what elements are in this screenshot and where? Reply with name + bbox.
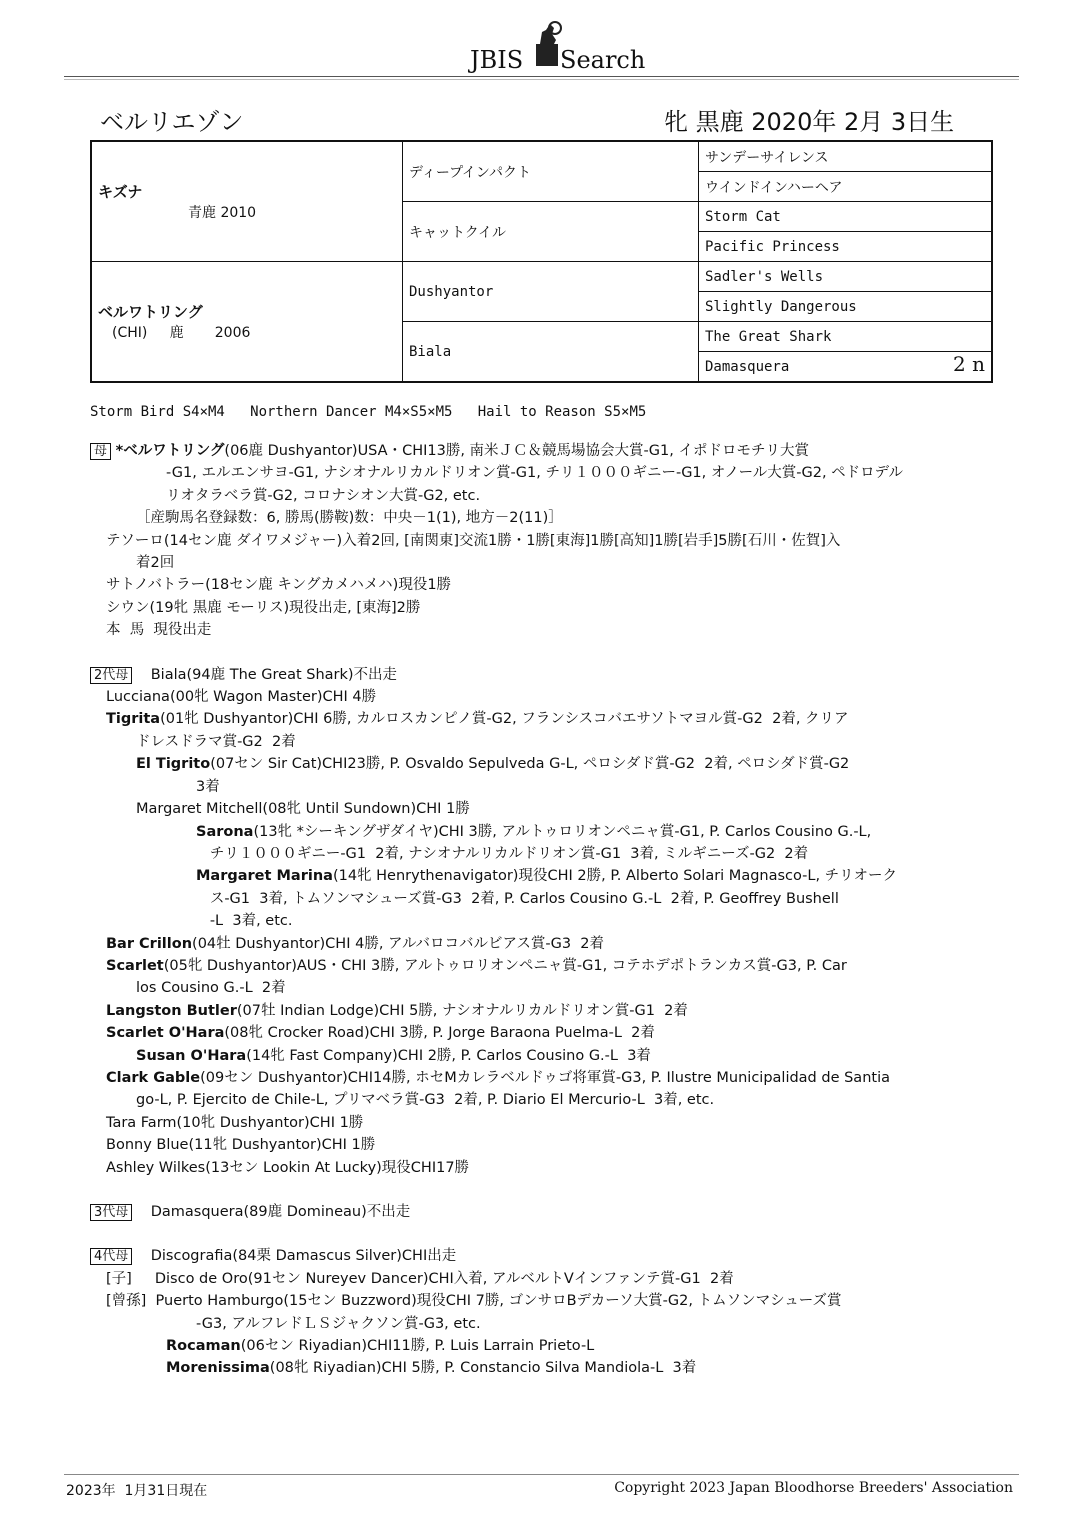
record-text: チリ１０００ギニー-G1 2着, ナシオナルリカルドリオン賞-G1 3着, ミルギニーズ-G2 2着 — [196, 845, 809, 862]
record-line — [90, 933, 990, 955]
record-text: -L 3着, etc. — [196, 913, 293, 930]
record-line — [90, 776, 990, 798]
record-line — [90, 1067, 990, 1089]
record-line — [90, 1357, 990, 1379]
generation-tag: 2代母 — [90, 667, 132, 684]
record-line — [90, 1000, 990, 1022]
jbis-search-logo[interactable] — [470, 16, 646, 76]
pedigree-ddd[interactable]: Damasquera — [705, 358, 790, 375]
pedigree-ds[interactable]: Dushyantor — [403, 262, 699, 322]
record-line — [90, 619, 990, 641]
record-text: (13牝 *シーキングザダイヤ)CHI 3勝, アルトゥロリオンペニャ賞-G1, P. Carlos Cousino G.-L, — [253, 823, 872, 840]
footer-divider — [64, 1474, 1019, 1475]
generation-tag: 4代母 — [90, 1248, 132, 1265]
record-text: 3着 — [196, 778, 220, 795]
record-text: Bonny Blue(11牝 Dushyantor)CHI 1勝 — [106, 1137, 376, 1154]
record-line — [90, 597, 990, 619]
pedigree-sire — [91, 141, 403, 262]
record-text: (06鹿 Dushyantor)USA・CHI13勝, 南米ＪＣ＆競馬場協会大賞-G1, イポドロモチリ大賞 — [224, 443, 809, 459]
record-text: (06セン Riyadian)CHI11勝, P. Luis Larrain Prieto-L — [240, 1338, 595, 1355]
record-line — [90, 574, 990, 596]
generation-tag: 母 — [90, 443, 111, 460]
record-line — [90, 955, 990, 977]
record-line — [90, 485, 990, 507]
horse-link[interactable]: *ベルワトリング — [115, 443, 225, 459]
record-text: (08牝 Crocker Road)CHI 3勝, P. Jorge Baraona Puelma-L 2着 — [224, 1025, 655, 1042]
horse-link[interactable]: Bar Crillon — [106, 935, 193, 952]
record-line — [90, 664, 990, 686]
pedigree-dam — [91, 262, 403, 383]
record-text: テソーロ(14セン鹿 ダイワメジャー)入着2回, [南関東]交流1勝・1勝[東海]1勝[高知]1勝[岩手]5勝[石川・佐賀]入 — [106, 532, 841, 549]
generation-tag: 3代母 — [90, 1204, 132, 1221]
record-text: (14牝 Fast Company)CHI 2勝, P. Carlos Cousino G.-L 3着 — [246, 1047, 651, 1064]
header-divider-light — [64, 79, 1019, 80]
record-line — [90, 507, 990, 529]
pedigree-sds[interactable]: Storm Cat — [699, 202, 993, 232]
record-text: ドレスドラマ賞-G2 2着 — [136, 733, 296, 750]
record-line — [90, 1045, 990, 1067]
sire-name[interactable]: キズナ — [98, 183, 143, 201]
family-record — [90, 440, 990, 1380]
horse-link[interactable]: Tigrita — [106, 711, 161, 728]
record-text: 本 馬 現役出走 — [106, 622, 212, 639]
record-line — [90, 1157, 990, 1179]
horse-link[interactable]: Clark Gable — [106, 1069, 201, 1086]
record-text: Discografia(84栗 Damascus Silver)CHI出走 — [136, 1248, 457, 1265]
record-line — [90, 552, 990, 574]
pedigree-dss[interactable]: Sadler's Wells — [699, 262, 993, 292]
record-text: シウン(19牝 黒鹿 モーリス)現役出走, [東海]2勝 — [106, 599, 421, 616]
record-line — [90, 1335, 990, 1357]
record-text: (04牡 Dushyantor)CHI 4勝, アルバロコバルビアス賞-G3 2着 — [192, 935, 604, 952]
record-text: Tara Farm(10牝 Dushyantor)CHI 1勝 — [106, 1114, 364, 1131]
record-line — [90, 843, 990, 865]
record-line — [90, 1112, 990, 1134]
record-line — [90, 440, 990, 462]
record-line — [90, 462, 990, 484]
record-line — [90, 910, 990, 932]
record-text: -G1, エルエンサヨ-G1, ナシオナルリカルドリオン賞-G1, チリ１０００ギニー-G1, オノール大賞-G2, ペドロデル — [166, 465, 903, 482]
horse-link[interactable]: Sarona — [196, 823, 254, 840]
dam-detail: (CHI) 鹿 2006 — [112, 325, 251, 341]
record-text: (09セン Dushyantor)CHI14勝, ホセMカレラベルドゥゴ将軍賞-G3, P. Ilustre Municipalidad de Santia — [200, 1069, 890, 1086]
record-text: 着2回 — [136, 555, 175, 572]
record-text: Biala(94鹿 The Great Shark)不出走 — [136, 666, 398, 683]
dam-name[interactable]: ベルワトリング — [98, 303, 203, 321]
sire-detail: 青鹿 2010 — [188, 205, 257, 221]
horse-link[interactable]: Langston Butler — [106, 1002, 237, 1019]
record-line — [90, 798, 990, 820]
pedigree-ddd-cell — [699, 352, 993, 383]
pedigree-sss[interactable]: サンデーサイレンス — [699, 141, 993, 172]
pedigree-dsd[interactable]: Slightly Dangerous — [699, 292, 993, 322]
record-line — [90, 753, 990, 775]
record-text: Ashley Wilkes(13セン Lookin At Lucky)現役CHI17勝 — [106, 1159, 470, 1176]
pedigree-dd[interactable]: Biala — [403, 322, 699, 383]
horse-link[interactable]: Rocaman — [166, 1338, 241, 1355]
record-line — [90, 530, 990, 552]
record-line — [90, 1245, 990, 1267]
record-text: サトノバトラー(18セン鹿 キングカメハメハ)現役1勝 — [106, 577, 452, 594]
record-line — [90, 731, 990, 753]
record-text: go-L, P. Ejercito de Chile-L, プリマベラ賞-G3 2着, P. Diario El Mercurio-L 3着, etc. — [136, 1092, 715, 1109]
horse-link[interactable]: Susan O'Hara — [136, 1047, 247, 1064]
pedigree-ddd-note: 2 n — [953, 352, 985, 376]
record-text: ［産駒馬名登録数：6, 勝馬(勝鞍)数：中央－1(1), 地方－2(11)］ — [136, 510, 563, 527]
record-text: Damasquera(89鹿 Domineau)不出走 — [136, 1204, 411, 1220]
pedigree-ss[interactable]: ディープインパクト — [403, 141, 699, 202]
record-line — [90, 977, 990, 999]
record-text: リオタラベラ賞-G2, コロナシオン大賞-G2, etc. — [166, 487, 481, 504]
horse-link[interactable]: Margaret Marina — [196, 868, 333, 885]
record-line — [90, 1313, 990, 1335]
record-line — [90, 1134, 990, 1156]
record-text: Lucciana(00牝 Wagon Master)CHI 4勝 — [106, 689, 377, 706]
record-line — [90, 865, 990, 887]
record-line — [90, 888, 990, 910]
horse-info: 牝 黒鹿 2020年 2月 3日生 — [664, 108, 955, 136]
pedigree-table — [90, 140, 993, 383]
record-line — [90, 1201, 990, 1223]
spacer — [90, 642, 990, 664]
spacer — [90, 1179, 990, 1201]
record-text: (08牝 Riyadian)CHI 5勝, P. Constancio Silva Mandiola-L 3着 — [269, 1360, 697, 1377]
pedigree-ssd[interactable]: ウインドインハーヘア — [699, 172, 993, 202]
horse-logo-icon — [532, 20, 562, 68]
record-text: (14牝 Henrythenavigator)現役CHI 2勝, P. Alberto Solari Magnasco-L, チリオーク — [332, 868, 898, 885]
horse-link[interactable]: Scarlet O'Hara — [106, 1025, 225, 1042]
horse-link[interactable]: Morenissima — [166, 1360, 270, 1377]
record-text: [子] Disco de Oro(91セン Nureyev Dancer)CHI入着, アルベルトVインファンテ賞-G1 2着 — [106, 1270, 734, 1287]
record-text: Margaret Mitchell(08牝 Until Sundown)CHI 1勝 — [136, 801, 470, 818]
record-text: ス-G1 3着, トムソンマシューズ賞-G3 2着, P. Carlos Cousino G.-L 2着, P. Geoffrey Bushell — [196, 890, 839, 907]
record-text: (05牝 Dushyantor)AUS・CHI 3勝, アルトゥロリオンペニャ賞-G1, コテホデポトランカス賞-G3, P. Car — [163, 957, 847, 974]
footer-copyright: Copyright 2023 Japan Bloodhorse Breeders' Association — [614, 1480, 1013, 1496]
record-line — [90, 686, 990, 708]
logo-text-search: Search — [560, 46, 646, 74]
record-line — [90, 708, 990, 730]
record-line — [90, 1268, 990, 1290]
record-text: -G3, アルフレドＬＳジャクソン賞-G3, etc. — [196, 1315, 481, 1332]
horse-name: ベルリエゾン — [100, 108, 244, 136]
inbreeding-note: Storm Bird S4×M4 Northern Dancer M4×S5×M5 Hail to Reason S5×M5 — [90, 404, 647, 420]
horse-link[interactable]: El Tigrito — [136, 756, 211, 773]
record-line — [90, 1290, 990, 1312]
horse-link[interactable]: Scarlet — [106, 957, 164, 974]
record-line — [90, 1089, 990, 1111]
header-divider — [64, 76, 1019, 77]
record-text: (07セン Sir Cat)CHI23勝, P. Osvaldo Sepulveda G-L, ペロシダド賞-G2 2着, ペロシダド賞-G2 — [210, 756, 850, 773]
pedigree-dds[interactable]: The Great Shark — [699, 322, 993, 352]
spacer — [90, 1223, 990, 1245]
record-text: (01牝 Dushyantor)CHI 6勝, カルロスカンピノ賞-G2, フランシスコバエサソトマヨル賞-G2 2着, クリア — [160, 711, 849, 728]
record-line — [90, 1022, 990, 1044]
pedigree-sdd[interactable]: Pacific Princess — [699, 232, 993, 262]
record-line — [90, 821, 990, 843]
logo-text-jbis: JBIS — [470, 46, 524, 74]
pedigree-sd[interactable]: キャットクイル — [403, 202, 699, 262]
footer-date: 2023年 1月31日現在 — [66, 1483, 208, 1499]
record-text: (07牡 Indian Lodge)CHI 5勝, ナシオナルリカルドリオン賞-G1 2着 — [236, 1002, 688, 1019]
record-text: [曾孫] Puerto Hamburgo(15セン Buzzword)現役CHI 7勝, ゴンサロBデカーソ大賞-G2, トムソンマシューズ賞 — [106, 1293, 842, 1310]
record-text: los Cousino G.-L 2着 — [136, 980, 286, 997]
